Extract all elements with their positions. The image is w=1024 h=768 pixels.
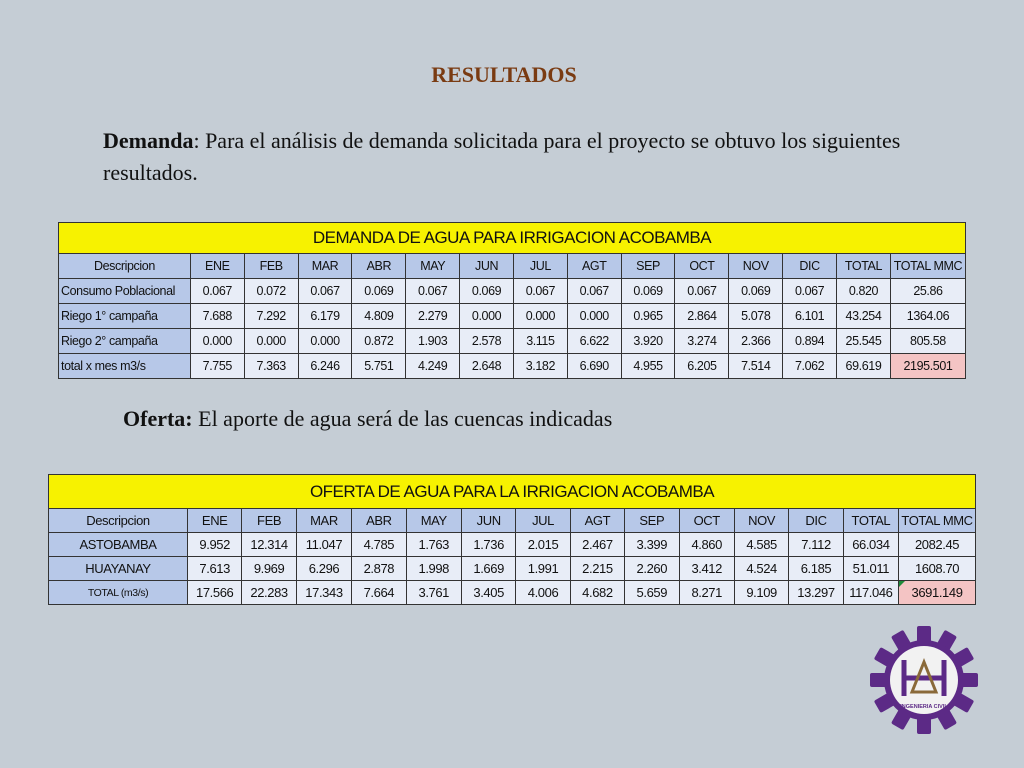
table-cell: 1.736	[461, 533, 515, 557]
table-cell: 5.078	[729, 304, 783, 329]
demanda-text: : Para el análisis de demanda solicitada para el proyecto se obtuvo los siguientes resultados.	[103, 128, 901, 185]
table-cell: 4.682	[570, 581, 624, 605]
column-header: ENE	[188, 509, 242, 533]
row-label: Riego 2° campaña	[59, 329, 191, 354]
table-cell: 0.965	[621, 304, 675, 329]
page-title: RESULTADOS	[431, 62, 577, 87]
table-cell: 66.034	[843, 533, 898, 557]
column-header: AGT	[567, 254, 621, 279]
column-header: JUL	[513, 254, 567, 279]
column-header: MAR	[298, 254, 352, 279]
table-cell: 6.205	[675, 354, 729, 379]
table-cell: 2.467	[570, 533, 624, 557]
table-cell: 6.179	[298, 304, 352, 329]
table-cell: 3.182	[513, 354, 567, 379]
table-cell: 3691.149	[899, 581, 976, 605]
table-row	[49, 557, 976, 581]
table-cell: 7.664	[352, 581, 406, 605]
table-cell: 805.58	[890, 329, 965, 354]
table-cell: 1.669	[461, 557, 515, 581]
table-cell: 4.809	[352, 304, 406, 329]
column-header: Descripcion	[59, 254, 191, 279]
table-cell: 12.314	[242, 533, 296, 557]
table-row	[49, 533, 976, 557]
column-header: SEP	[625, 509, 679, 533]
row-label: HUAYANAY	[49, 557, 188, 581]
column-header: MAR	[296, 509, 351, 533]
oferta-paragraph	[123, 406, 923, 432]
table-cell: 3.761	[406, 581, 461, 605]
table-cell: 0.072	[244, 279, 298, 304]
table-cell: 2.260	[625, 557, 679, 581]
table-cell: 8.271	[679, 581, 734, 605]
table-cell: 4.585	[734, 533, 788, 557]
table-cell: 6.101	[783, 304, 837, 329]
table-title: DEMANDA DE AGUA PARA IRRIGACION ACOBAMBA	[59, 223, 966, 254]
table-cell: 0.000	[513, 304, 567, 329]
column-header: DIC	[783, 254, 837, 279]
oferta-label: Oferta:	[123, 406, 193, 431]
supply-table	[48, 474, 976, 605]
table-cell: 6.690	[567, 354, 621, 379]
table-cell: 22.283	[242, 581, 296, 605]
table-cell: 6.185	[789, 557, 843, 581]
table-cell: 0.000	[460, 304, 514, 329]
table-cell: 2.279	[406, 304, 460, 329]
table-cell: 9.109	[734, 581, 788, 605]
column-header: OCT	[679, 509, 734, 533]
demand-table	[58, 222, 966, 379]
column-header: FEB	[244, 254, 298, 279]
table-row	[49, 581, 976, 605]
table-cell: 1608.70	[899, 557, 976, 581]
table-cell: 69.619	[837, 354, 891, 379]
table-cell: 7.292	[244, 304, 298, 329]
table-cell: 4.860	[679, 533, 734, 557]
logo-text: INGENIERIA CIVIL	[900, 704, 948, 710]
column-header: OCT	[675, 254, 729, 279]
table-cell: 0.067	[298, 279, 352, 304]
table-cell: 17.343	[296, 581, 351, 605]
oferta-text: El aporte de agua será de las cuencas indicadas	[192, 406, 613, 431]
table-cell: 2.366	[729, 329, 783, 354]
column-header: ENE	[190, 254, 244, 279]
table-cell: 0.069	[352, 279, 406, 304]
table-cell: 5.659	[625, 581, 679, 605]
column-header: AGT	[570, 509, 624, 533]
column-header: FEB	[242, 509, 296, 533]
table-cell: 1.991	[516, 557, 570, 581]
table-cell: 7.514	[729, 354, 783, 379]
table-cell: 0.000	[567, 304, 621, 329]
table-cell: 51.011	[843, 557, 898, 581]
table-cell: 25.86	[890, 279, 965, 304]
table-cell: 7.688	[190, 304, 244, 329]
table-cell: 4.785	[352, 533, 406, 557]
table-cell: 3.412	[679, 557, 734, 581]
table-cell: 3.920	[621, 329, 675, 354]
table-cell: 7.363	[244, 354, 298, 379]
table-cell: 0.820	[837, 279, 891, 304]
column-header: TOTAL	[843, 509, 898, 533]
table-cell: 0.067	[675, 279, 729, 304]
gear-logo-icon	[866, 622, 982, 738]
table-cell: 1.763	[406, 533, 461, 557]
column-header: TOTAL MMC	[899, 509, 976, 533]
table-cell: 6.622	[567, 329, 621, 354]
table-cell: 25.545	[837, 329, 891, 354]
table-cell: 2.878	[352, 557, 406, 581]
table-cell: 3.115	[513, 329, 567, 354]
table-cell: 4.955	[621, 354, 675, 379]
table-row	[59, 329, 966, 354]
table-cell: 0.000	[244, 329, 298, 354]
table-cell: 13.297	[789, 581, 843, 605]
table-row	[59, 279, 966, 304]
table-cell: 6.296	[296, 557, 351, 581]
table-cell: 3.274	[675, 329, 729, 354]
row-label: TOTAL (m3/s)	[49, 581, 188, 605]
table-cell: 117.046	[843, 581, 898, 605]
table-cell: 9.952	[188, 533, 242, 557]
table-cell: 2.648	[460, 354, 514, 379]
table-cell: 4.524	[734, 557, 788, 581]
table-cell: 7.755	[190, 354, 244, 379]
table-cell: 0.069	[621, 279, 675, 304]
row-label: Consumo Poblacional	[59, 279, 191, 304]
table-cell: 11.047	[296, 533, 351, 557]
table-cell: 0.067	[567, 279, 621, 304]
table-cell: 0.000	[298, 329, 352, 354]
row-label: ASTOBAMBA	[49, 533, 188, 557]
table-cell: 0.067	[783, 279, 837, 304]
table-cell: 5.751	[352, 354, 406, 379]
table-cell: 1.998	[406, 557, 461, 581]
table-cell: 6.246	[298, 354, 352, 379]
column-header: SEP	[621, 254, 675, 279]
column-header: NOV	[734, 509, 788, 533]
table-cell: 7.112	[789, 533, 843, 557]
column-header: NOV	[729, 254, 783, 279]
column-header: TOTAL MMC	[890, 254, 965, 279]
table-cell: 3.405	[461, 581, 515, 605]
table-cell: 3.399	[625, 533, 679, 557]
table-cell: 43.254	[837, 304, 891, 329]
table-cell: 0.067	[190, 279, 244, 304]
table-cell: 0.067	[406, 279, 460, 304]
table-cell: 4.249	[406, 354, 460, 379]
table-cell: 0.067	[513, 279, 567, 304]
demanda-paragraph	[103, 125, 953, 189]
table-cell: 1364.06	[890, 304, 965, 329]
row-label: total x mes m3/s	[59, 354, 191, 379]
table-cell: 2.578	[460, 329, 514, 354]
table-row	[59, 304, 966, 329]
column-header: JUN	[460, 254, 514, 279]
table-row	[59, 354, 966, 379]
table-cell: 2.015	[516, 533, 570, 557]
table-title: OFERTA DE AGUA PARA LA IRRIGACION ACOBAMBA	[49, 475, 976, 509]
row-label: Riego 1° campaña	[59, 304, 191, 329]
column-header: ABR	[352, 509, 406, 533]
table-cell: 7.613	[188, 557, 242, 581]
column-header: MAY	[406, 254, 460, 279]
table-cell: 9.969	[242, 557, 296, 581]
table-cell: 0.000	[190, 329, 244, 354]
table-cell: 0.069	[729, 279, 783, 304]
table-cell: 17.566	[188, 581, 242, 605]
table-cell: 2082.45	[899, 533, 976, 557]
column-header: DIC	[789, 509, 843, 533]
column-header: MAY	[406, 509, 461, 533]
table-cell: 2.215	[570, 557, 624, 581]
table-cell: 1.903	[406, 329, 460, 354]
table-cell: 2195.501	[890, 354, 965, 379]
table-cell: 0.872	[352, 329, 406, 354]
table-cell: 0.069	[460, 279, 514, 304]
column-header: TOTAL	[837, 254, 891, 279]
column-header: ABR	[352, 254, 406, 279]
table-cell: 0.894	[783, 329, 837, 354]
column-header: JUN	[461, 509, 515, 533]
column-header: Descripcion	[49, 509, 188, 533]
demanda-label: Demanda	[103, 128, 194, 153]
table-cell: 2.864	[675, 304, 729, 329]
table-cell: 7.062	[783, 354, 837, 379]
column-header: JUL	[516, 509, 570, 533]
table-cell: 4.006	[516, 581, 570, 605]
